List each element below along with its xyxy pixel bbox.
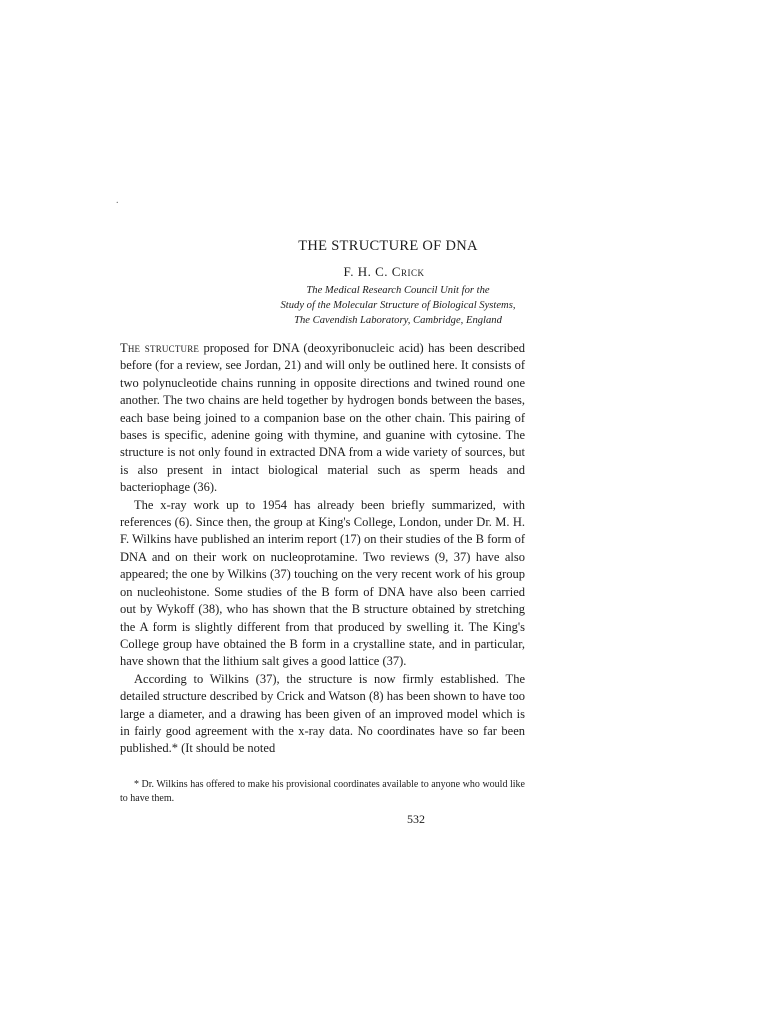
paragraph-text: The x-ray work up to 1954 has already been briefly summarized, with references (6). Since then, the group at King's College, London, under Dr. M. H. F. Wilkins have published an interim report (17) on their studies of the B form of DNA and on their work on nucleoprotamine. Two reviews (9, 37) have also appeared; the one by Wilkins (37) touching on the very recent work of his group on nucleohistone. Some studies of the B form of DNA have also been carried out by Wykoff (38), who has shown that the B structure obtained by stretching the A form is slightly different from that produced by swelling it. The King's College group have obtained the B form in a crystalline state, and in particular, have shown that the lithium salt gives a good lattice (37).	[120, 497, 525, 669]
paragraph	[120, 340, 525, 497]
stray-mark: .	[116, 195, 119, 206]
page-number: 532	[407, 812, 425, 826]
paper-title-text: THE STRUCTURE OF DNA	[298, 238, 478, 254]
paragraph-lead: The structure	[120, 341, 200, 355]
author-line	[0, 264, 768, 280]
paper-title	[0, 238, 768, 255]
affiliation-line: The Medical Research Council Unit for the	[306, 285, 490, 296]
author-name: F. H. C. Crick	[343, 264, 425, 279]
body-text	[120, 340, 525, 758]
affiliation-block	[14, 283, 768, 328]
paragraph-text: According to Wilkins (37), the structure is now firmly established. The detailed structure described by Crick and Watson (8) has been shown to have too large a diameter, and a drawing has been given of an improved model which is in fairly good agreement with the x-ray data. No coordinates have so far been published.* (It should be noted	[120, 671, 525, 756]
paragraph-text: proposed for DNA (deoxyribonucleic acid) has been described before (for a review, see Jordan, 21) and will only be outlined here. It consists of two polynucleotide chains running in opposite directions and twined round one another. The two chains are held together by hydrogen bonds between the bases, each base being joined to a companion base on the other chain. This pairing of bases is specific, adenine going with thymine, and guanine with cytosine. The structure is not only found in extracted DNA from a wide variety of sources, but is also present in intact biological material such as sperm heads and bacteriophage (36).	[120, 341, 525, 495]
footnote: * Dr. Wilkins has offered to make his provisional coordinates available to anyone who would like to have them.	[120, 779, 525, 804]
paragraph	[120, 671, 525, 758]
affiliation-line: Study of the Molecular Structure of Biological Systems,	[280, 300, 516, 311]
paragraph	[120, 497, 525, 671]
affiliation-line: The Cavendish Laboratory, Cambridge, England	[294, 315, 502, 326]
